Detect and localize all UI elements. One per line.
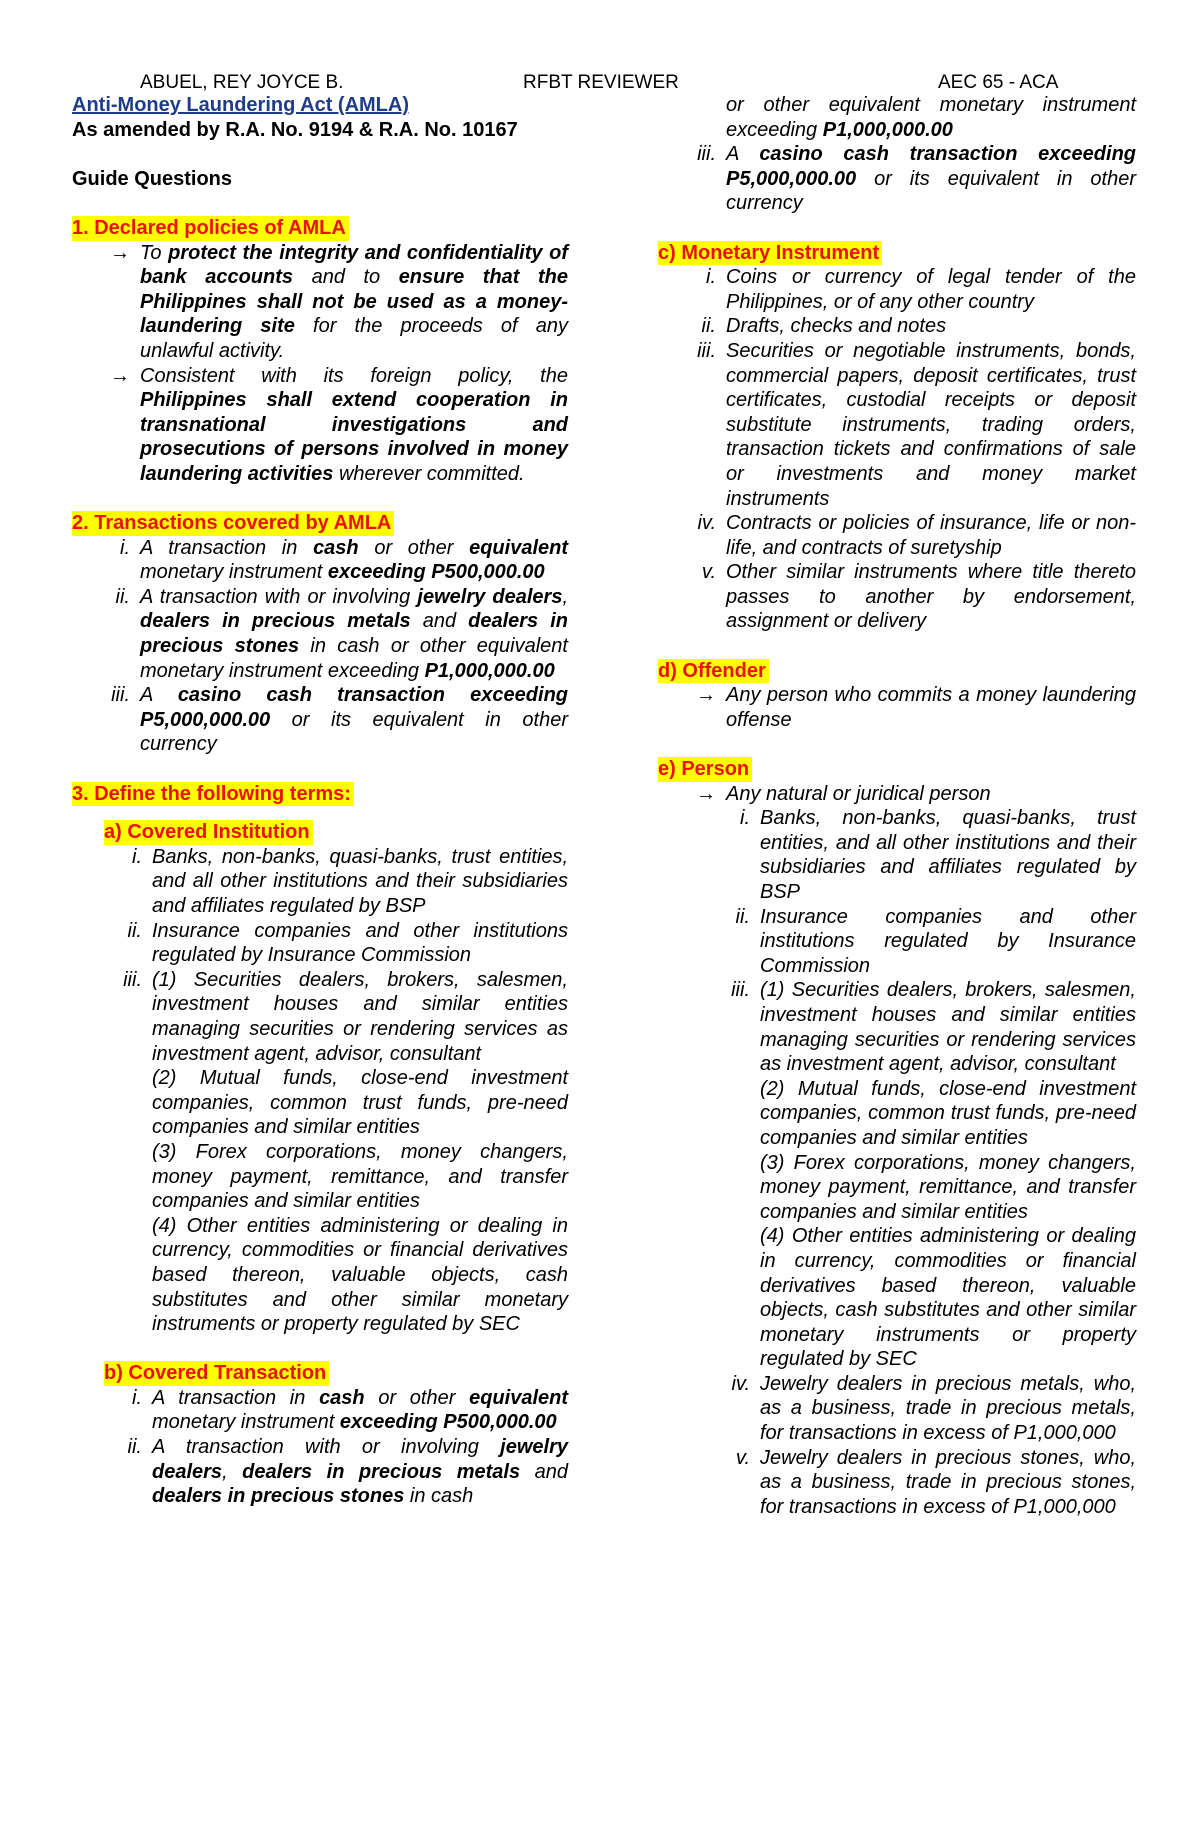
- list-item: i. Coins or currency of legal tender of the Philippines, or of any other country: [706, 266, 1136, 313]
- arrow-icon: →: [110, 364, 130, 387]
- question-2-heading: 2. Transactions covered by AMLA: [72, 511, 394, 536]
- list-item: i. Banks, non-banks, quasi-banks, trust entities, and all other institutions and their subsidiaries and affiliates regulated by BSP: [740, 807, 1136, 903]
- list-item: iii. A casino cash transaction exceeding P5,000,000.00 or its equivalent in other currency: [111, 684, 568, 756]
- document-subtitle: As amended by R.A. No. 9194 & R.A. No. 10167: [72, 118, 518, 141]
- offender-heading: d) Offender: [658, 659, 769, 684]
- list-item: iii. (1) Securities dealers, brokers, salesmen, investment houses and similar entities managing securities or rendering services as investment agent, advisor, consultant (2) Mutual funds, close-end investment companies, common trust funds, pre-need companies and similar entities (3) Forex corporations, money changers, money payment, remittance, and transfer companies and similar entities (4) Other entities administering or dealing in currency, commodities or financial derivatives based thereon, valuable objects, cash substitutes and other similar monetary instruments or property regulated by SEC: [123, 968, 568, 1336]
- header-author: ABUEL, REY JOYCE B.: [140, 72, 344, 93]
- list-item: iii. Securities or negotiable instruments, bonds, commercial papers, deposit certificates, trust certificates, custodial receipts or deposit substitute instruments, trading orders, transaction tickets and confirmations of sale or investments and money market instruments: [697, 339, 1136, 510]
- policy-item: → To protect the integrity and confidentiality of bank accounts and to ensure that the Philippines shall not be used as a money-laundering site for the proceeds of any unlawful activity.: [72, 241, 568, 364]
- guide-questions-heading: Guide Questions: [72, 167, 233, 190]
- list-item: i. A transaction in cash or other equivalent monetary instrument exceeding P500,000.00: [132, 1386, 569, 1434]
- list-item-continuation: or other equivalent monetary instrument exceeding P1,000,000.00: [726, 94, 1136, 141]
- list-item: ii. A transaction with or involving jewelry dealers, dealers in precious metals and dealers in precious stones in cash or other equivalent monetary instrument exceeding P1,000,000.00: [115, 585, 568, 682]
- header-course: AEC 65 - ACA: [938, 72, 1059, 93]
- list-item: iii. A casino cash transaction exceeding P5,000,000.00 or its equivalent in other currency: [697, 143, 1136, 215]
- question-1-heading: 1. Declared policies of AMLA: [72, 216, 349, 241]
- list-item: ii. Drafts, checks and notes: [701, 315, 947, 338]
- list-item: → Any natural or juridical person: [658, 782, 1136, 807]
- person-heading: e) Person: [658, 757, 752, 782]
- list-item: → Any person who commits a money laundering offense: [658, 683, 1136, 732]
- list-item: i. Banks, non-banks, quasi-banks, trust entities, and all other institutions and their subsidiaries and affiliates regulated by BSP: [132, 845, 568, 917]
- list-item: i. A transaction in cash or other equivalent monetary instrument exceeding P500,000.00: [120, 536, 569, 584]
- left-column: [72, 93, 568, 1509]
- list-item: ii. Insurance companies and other institutions regulated by Insurance Commission: [127, 919, 568, 967]
- policy-item: → Consistent with its foreign policy, the Philippines shall extend cooperation in transnational investigations and prosecutions of persons involved in money laundering activities wherever committed.: [72, 364, 568, 487]
- right-column: [658, 93, 1136, 1519]
- list-item: iii. (1) Securities dealers, brokers, salesmen, investment houses and similar entities managing securities or rendering services as investment agent, advisor, consultant (2) Mutual funds, close-end investment companies, common trust funds, pre-need companies and similar entities (3) Forex corporations, money changers, money payment, remittance, and transfer companies and similar entities (4) Other entities administering or dealing in currency, commodities or financial derivatives based thereon, valuable objects, cash substitutes and other similar monetary instruments or property regulated by SEC: [731, 979, 1136, 1371]
- arrow-icon: →: [696, 684, 716, 707]
- covered-institution-heading: a) Covered Institution: [104, 820, 313, 845]
- list-item: ii. A transaction with or involving jewelry dealers, dealers in precious metals and dealers in precious stones in cash: [127, 1436, 568, 1508]
- list-item: iv. Jewelry dealers in precious metals, who, as a business, trade in precious metals, for transactions in excess of P1,000,000: [731, 1372, 1136, 1445]
- list-item: v. Other similar instruments where title thereto passes to another by endorsement, assignment or delivery: [701, 561, 1136, 633]
- covered-transaction-heading: b) Covered Transaction: [104, 1361, 329, 1386]
- question-3-heading: 3. Define the following terms:: [72, 782, 354, 807]
- list-item: iv. Contracts or policies of insurance, life or non-life, and contracts of suretyship: [697, 512, 1136, 559]
- arrow-icon: →: [110, 241, 130, 264]
- list-item: ii. Insurance companies and other institutions regulated by Insurance Commission: [735, 905, 1136, 977]
- list-item: v. Jewelry dealers in precious stones, who, as a business, trade in precious stones, for transactions in excess of P1,000,000: [735, 1446, 1136, 1518]
- header-title: RFBT REVIEWER: [523, 72, 679, 93]
- monetary-instrument-heading: c) Monetary Instrument: [658, 241, 882, 266]
- document-title: Anti-Money Laundering Act (AMLA): [72, 94, 410, 116]
- arrow-icon: →: [696, 782, 716, 805]
